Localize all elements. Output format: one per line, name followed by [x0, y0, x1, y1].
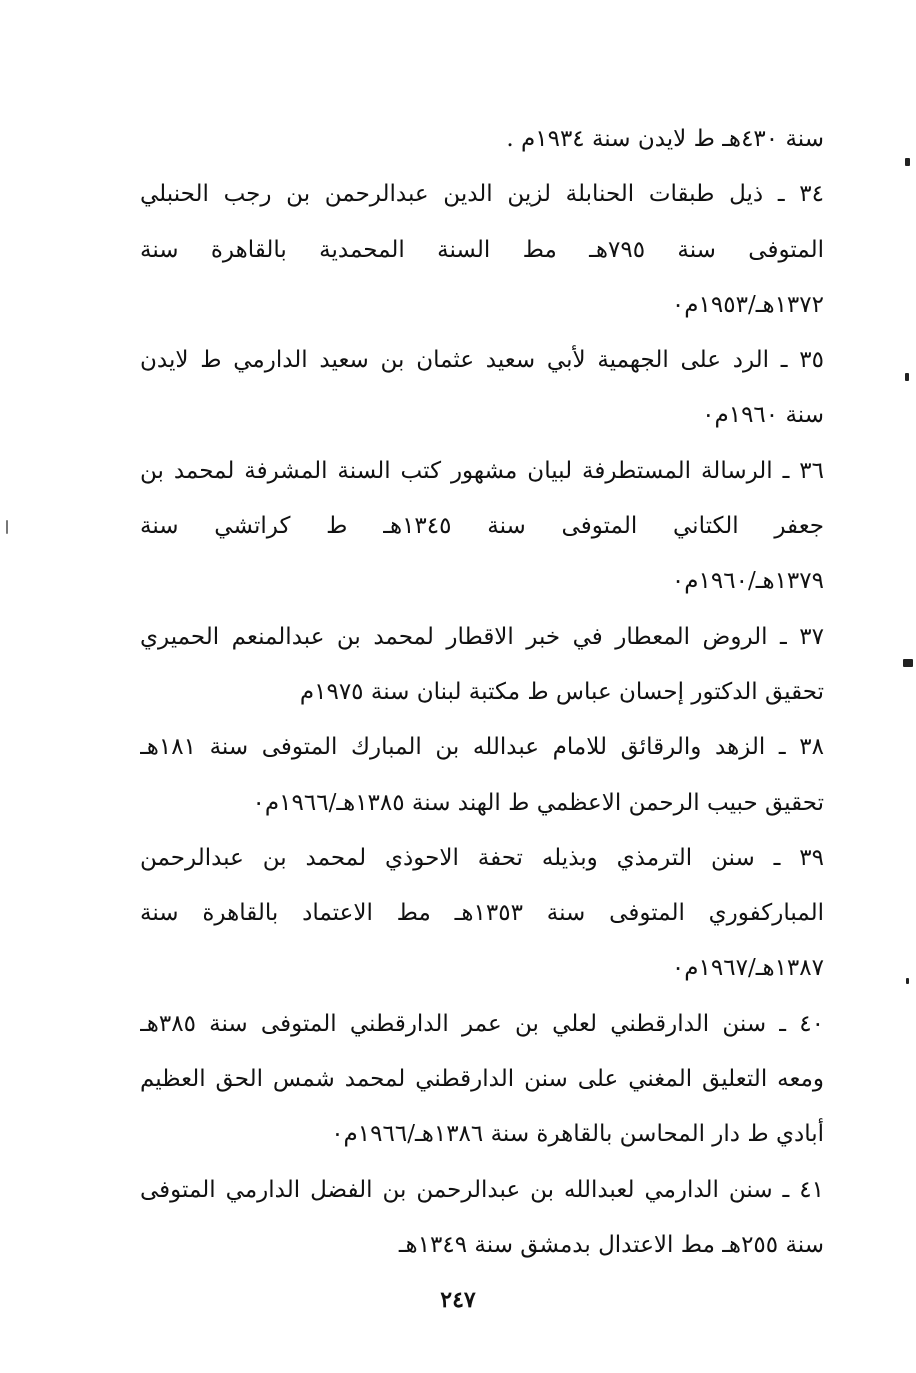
- entry-40-line-3: أبادي ط دار المحاسن بالقاهرة سنة ١٣٨٦هـ/١٩٦٦م٠: [331, 1121, 824, 1148]
- entry-34-line-3: ١٣٧٢هـ/١٩٥٣م٠: [671, 291, 824, 318]
- entry-38-line-1: ٣٨ ـ الزهد والرقائق للامام عبدالله بن المبارك المتوفى سنة ١٨١هـ: [140, 734, 824, 761]
- entry-35-line-2: سنة ١٩٦٠م٠: [702, 402, 824, 429]
- text-line-1: سنة ٤٣٠هـ ط لايدن سنة ١٩٣٤م .: [506, 126, 824, 152]
- entry-41-line-2: سنة ٢٥٥هـ مط الاعتدال بدمشق سنة ١٣٤٩هـ: [398, 1231, 824, 1258]
- entry-37-line-1: ٣٧ ـ الروض المعطار في خبر الاقطار لمحمد بن عبدالمنعم الحميري: [140, 623, 824, 650]
- entry-40-line-2: ومعه التعليق المغني على سنن الدارقطني لمحمد شمس الحق العظيم: [140, 1066, 824, 1093]
- scan-edge-mark: [905, 373, 909, 381]
- entry-34-line-1: ٣٤ ـ ذيل طبقات الحنابلة لزين الدين عبدالرحمن بن رجب الحنبلي: [140, 181, 824, 208]
- scan-edge-mark: [906, 978, 909, 984]
- entry-40-line-1: ٤٠ ـ سنن الدارقطني لعلي بن عمر الدارقطني المتوفى سنة ٣٨٥هـ: [140, 1010, 824, 1037]
- scan-edge-mark: [903, 659, 913, 667]
- entry-39-line-1: ٣٩ ـ سنن الترمذي وبذيله تحفة الاحوذي لمحمد بن عبدالرحمن: [140, 844, 824, 871]
- entry-41-line-1: ٤١ ـ سنن الدارمي لعبدالله بن عبدالرحمن بن الفضل الدارمي المتوفى: [140, 1176, 824, 1203]
- entry-39-line-3: ١٣٨٧هـ/١٩٦٧م٠: [671, 955, 824, 982]
- entry-36-line-3: ١٣٧٩هـ/١٩٦٠م٠: [671, 568, 824, 595]
- scan-edge-mark: [905, 158, 910, 166]
- bibliography-list: [140, 112, 824, 1273]
- entry-38-line-2: تحقيق حبيب الرحمن الاعظمي ط الهند سنة ١٣٨٥هـ/١٩٦٦م٠: [252, 789, 824, 816]
- entry-34-line-2: المتوفى سنة ٧٩٥هـ مط السنة المحمدية بالقاهرة سنة: [140, 236, 824, 263]
- entry-36-line-1: ٣٦ ـ الرسالة المستطرفة لبيان مشهور كتب السنة المشرفة لمحمد بن: [140, 457, 824, 484]
- page-number: ٢٤٧: [440, 1287, 476, 1313]
- scan-edge-mark: [6, 520, 8, 534]
- entry-39-line-2: المباركفوري المتوفى سنة ١٣٥٣هـ مط الاعتماد بالقاهرة سنة: [140, 900, 824, 927]
- entry-37-line-2: تحقيق الدكتور إحسان عباس ط مكتبة لبنان سنة ١٩٧٥م: [299, 678, 824, 705]
- entry-36-line-2: جعفر الكتاني المتوفى سنة ١٣٤٥هـ ط كراتشي سنة: [140, 513, 824, 540]
- entry-35-line-1: ٣٥ ـ الرد على الجهمية لأبي سعيد عثمان بن سعيد الدارمي ط لايدن: [140, 347, 824, 374]
